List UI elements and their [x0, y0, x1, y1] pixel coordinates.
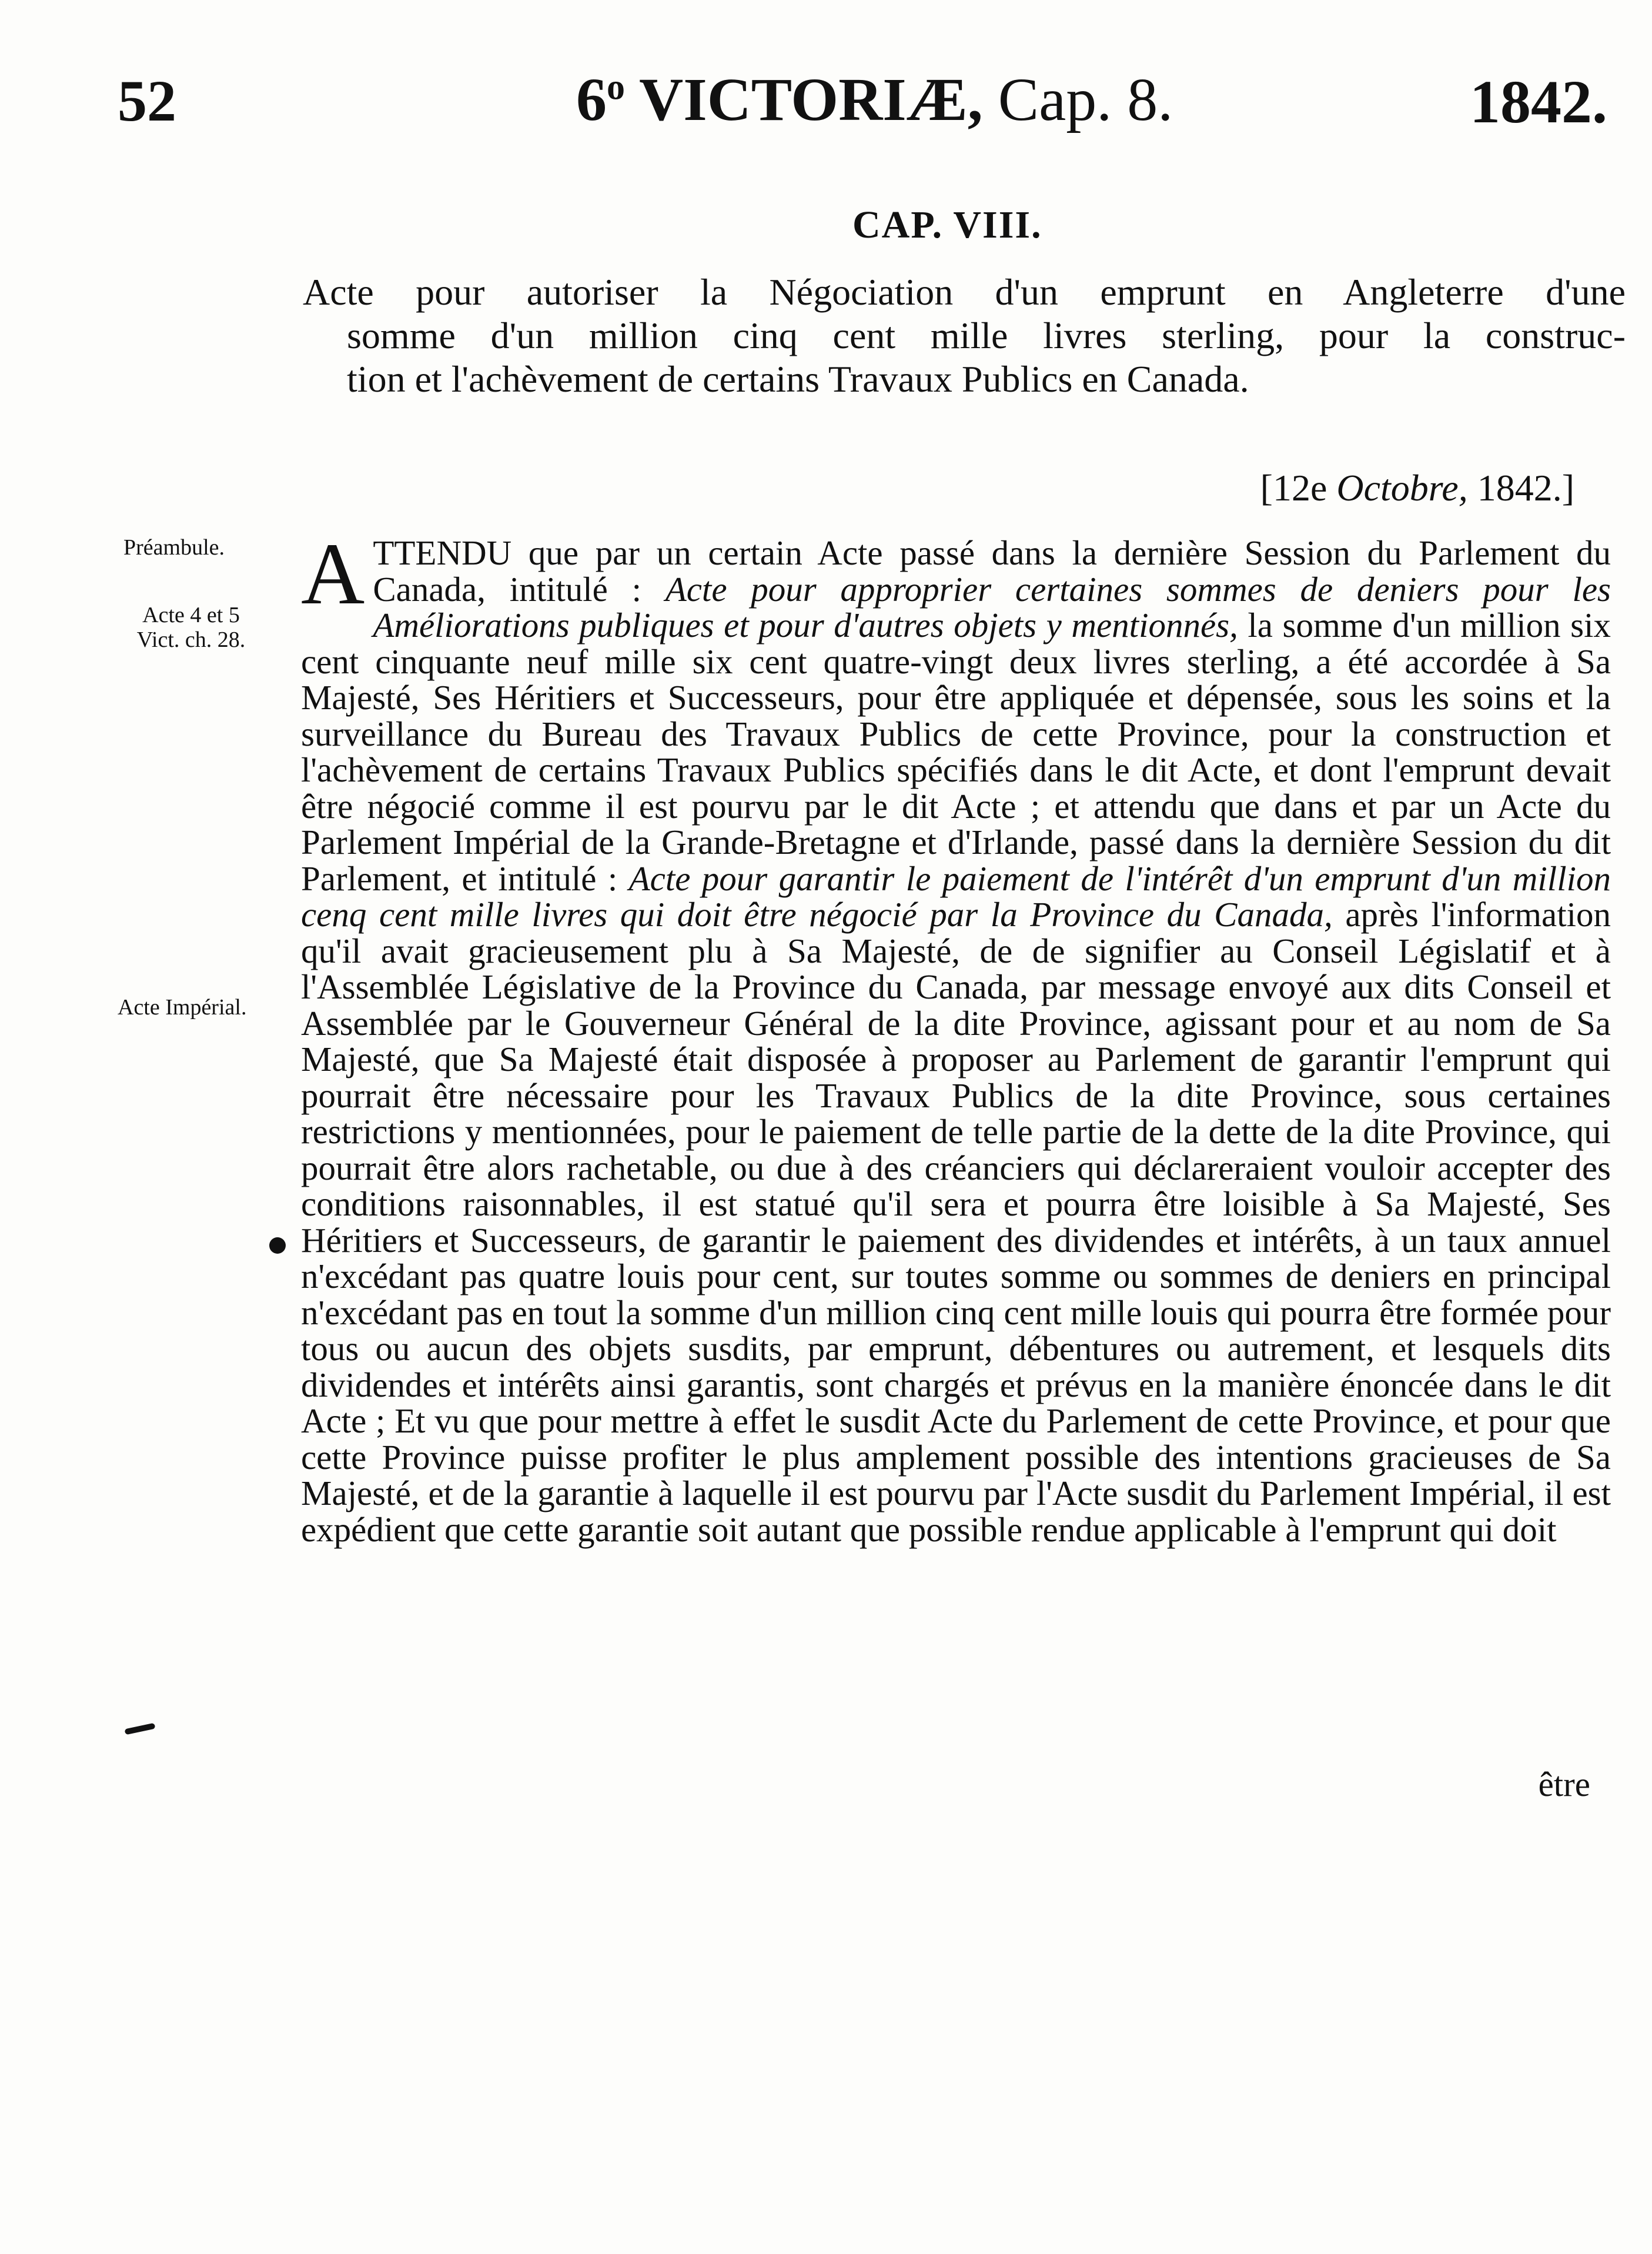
act-citation-italic: Acte pour approprier certaines sommes de deniers pour les Améliorations publiques et pour d'autres objets y mentionnés, — [373, 569, 1611, 645]
margin-note-line: Acte 4 et 5 — [142, 603, 240, 627]
ink-stroke-mark — [125, 1723, 156, 1735]
preamble-segment: après l'information qu'il avait gracieusement plu à Sa Majesté, de de signifier au Conseil Législatif et à l'Assemblée Législative de la Province du Canada, par message envoyé aux dits Conseil et Assemblée par le Gouverneur Général de la dite Province, agissant pour et au nom de Sa Majesté, que Sa Majesté était disposée à proposer au Parlement de garantir l'emprunt qui pourrait être nécessaire pour les Travaux Publics de la dite Province, sous certaines restrictions y mentionnées, pour le paiement de telle partie de la dette de la dite Province, qui pourrait être alors rachetable, ou due à des créanciers qui déclareraient vouloir accepter des conditions raisonnables, il est statué qu'il sera et pourra être loisible à Sa Majesté, Ses Héritiers et Successeurs, de garantir le paiement des dividendes et intérêts, à un taux annuel n'excédant pas quatre louis pour cent, sur toutes somme ou sommes de deniers en principal n'excédant pas en tout la somme d'un million cinq cent mille louis qui pourra être formée pour tous ou aucun des objets susdits, par emprunt, débentures ou autrement, et lesquels dits dividendes et intérêts ainsi garantis, sont chargés et prévus en la manière énoncée dans le dit Acte ; Et vu que pour mettre à effet le susdit Acte du Parlement de cette Province, et pour que cette Province puisse profiter le plus amplement possible des intentions gracieuses de Sa Majesté, et de la garantie à laquelle il est pourvu par l'Acte susdit du Parlement Impérial, il est expédient que cette garantie soit autant que possible rendue applicable à l'emprunt qui doit — [301, 895, 1611, 1549]
regnal-year-superscript: o — [607, 67, 625, 108]
act-citation-italic: Acte pour garantir le paiement de l'intérêt d'un emprunt d'un million cenq cent mille livres qui doit être négocié par la Province du Canada, — [301, 859, 1611, 934]
ink-blot-mark — [269, 1237, 286, 1254]
running-title — [576, 66, 1173, 133]
act-title-line: somme d'un million cinq cent mille livres sterling, pour la construc- — [347, 315, 1626, 356]
chapter-reference: Cap. 8. — [998, 66, 1173, 133]
margin-note-imperial-act: Acte Impérial. — [118, 995, 247, 1020]
page-number: 52 — [118, 68, 176, 133]
assent-date — [1260, 469, 1574, 507]
act-title-line: Acte pour autoriser la Négociation d'un emprunt en Angleterre d'une — [303, 271, 1626, 313]
reign-name: VICTORIÆ, — [639, 66, 983, 133]
chapter-heading: CAP. VIII. — [852, 203, 1042, 246]
catchword: être — [1538, 1765, 1590, 1804]
assent-date-month: Octobre, — [1336, 467, 1468, 509]
assent-date-day: [12e — [1260, 467, 1337, 509]
margin-note-line: Vict. ch. 28. — [136, 627, 246, 652]
margin-note-acte-4-5 — [121, 603, 262, 652]
preamble-text — [301, 525, 1611, 1549]
regnal-year-number: 6 — [576, 66, 607, 133]
margin-note-preamble: Préambule. — [123, 535, 225, 560]
act-title-line: tion et l'achèvement de certains Travaux Publics en Canada. — [347, 358, 1249, 400]
assent-date-year: 1842.] — [1467, 467, 1574, 509]
page-year: 1842. — [1470, 68, 1607, 136]
preamble-segment: TTENDU que par un certain Acte passé dans la dernière Session du Parlement du Canada, intitulé : — [373, 533, 1611, 609]
drop-cap: A — [301, 525, 365, 623]
act-title — [303, 271, 1626, 401]
preamble-segment: la somme d'un million six cent cinquante neuf mille six cent quatre-vingt deux livres sterling, a été accordée à Sa Majesté, Ses Héritiers et Successeurs, pour être appliquée et dépensée, sous les soins et la surveillance du Bureau des Travaux Publics de cette Province, pour la construction et l'achèvement de certains Travaux Publics spécifiés dans le dit Acte, et dont l'emprunt devait être négocié comme il est pourvu par le dit Acte ; et attendu que dans et par un Acte du Parlement Impérial de la Grande-Bretagne et d'Irlande, passé dans la dernière Session du dit Parlement, et intitulé : — [301, 606, 1611, 898]
